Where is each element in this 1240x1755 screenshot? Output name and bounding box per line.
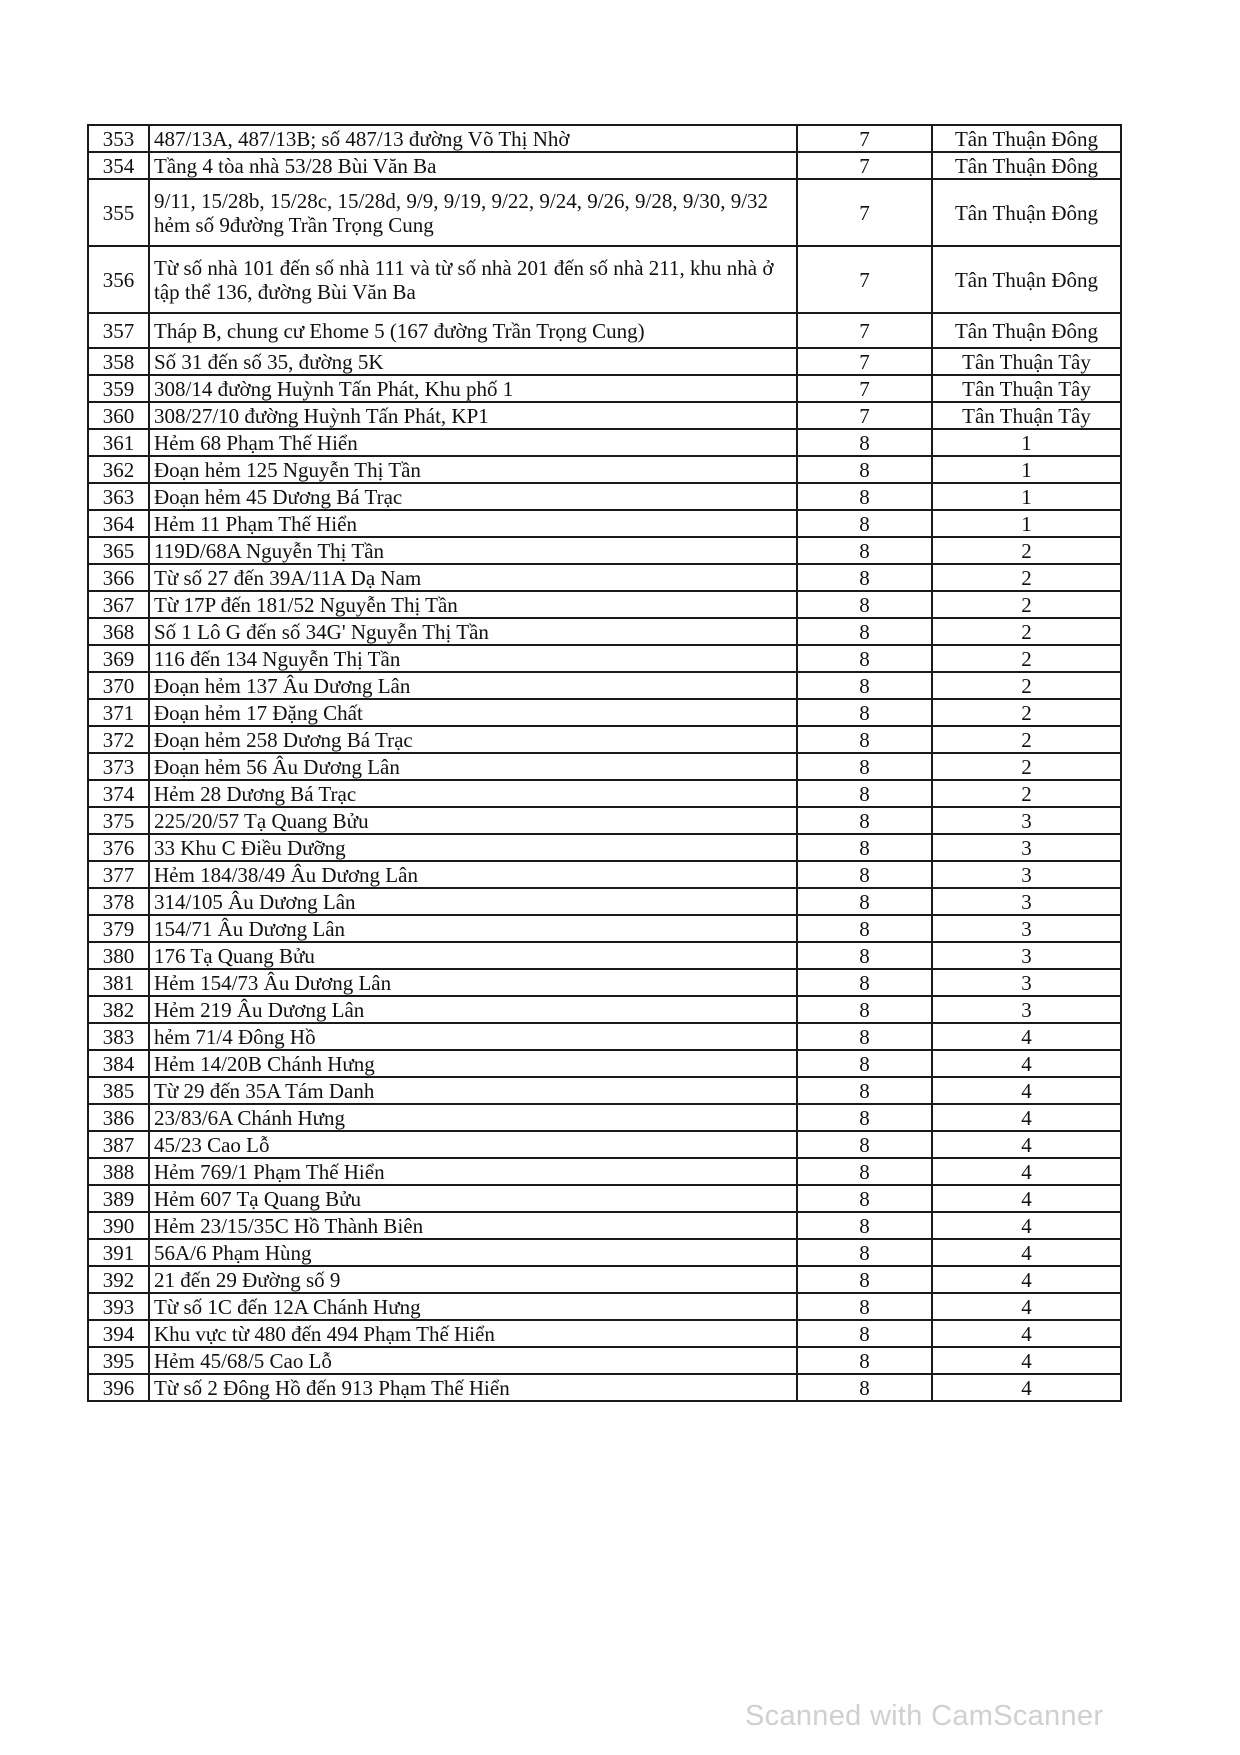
address-cell: 23/83/6A Chánh Hưng [149, 1104, 797, 1131]
district-cell: 8 [797, 888, 932, 915]
district-cell: 7 [797, 375, 932, 402]
row-number-cell: 387 [88, 1131, 149, 1158]
table-row [88, 942, 1121, 969]
district-cell: 8 [797, 1023, 932, 1050]
row-number-cell: 369 [88, 645, 149, 672]
row-number-cell: 394 [88, 1320, 149, 1347]
ward-cell: 4 [932, 1104, 1121, 1131]
table-row [88, 1374, 1121, 1401]
address-cell: Hẻm 219 Âu Dương Lân [149, 996, 797, 1023]
ward-cell: Tân Thuận Đông [932, 246, 1121, 313]
district-cell: 8 [797, 645, 932, 672]
row-number-cell: 356 [88, 246, 149, 313]
district-cell: 8 [797, 537, 932, 564]
row-number-cell: 365 [88, 537, 149, 564]
row-number-cell: 393 [88, 1293, 149, 1320]
district-cell: 8 [797, 672, 932, 699]
address-cell: Từ 17P đến 181/52 Nguyễn Thị Tần [149, 591, 797, 618]
table-row [88, 313, 1121, 348]
table-row [88, 591, 1121, 618]
row-number-cell: 368 [88, 618, 149, 645]
ward-cell: 4 [932, 1212, 1121, 1239]
table-row [88, 753, 1121, 780]
row-number-cell: 391 [88, 1239, 149, 1266]
ward-cell: 4 [932, 1239, 1121, 1266]
ward-cell: 2 [932, 537, 1121, 564]
ward-cell: 2 [932, 618, 1121, 645]
address-cell: Hẻm 23/15/35C Hồ Thành Biên [149, 1212, 797, 1239]
district-cell: 8 [797, 942, 932, 969]
district-cell: 8 [797, 699, 932, 726]
address-cell: 45/23 Cao Lỗ [149, 1131, 797, 1158]
table-row [88, 1239, 1121, 1266]
district-cell: 8 [797, 1266, 932, 1293]
district-cell: 8 [797, 1347, 932, 1374]
ward-cell: 2 [932, 780, 1121, 807]
ward-cell: Tân Thuận Tây [932, 375, 1121, 402]
ward-cell: 2 [932, 699, 1121, 726]
row-number-cell: 375 [88, 807, 149, 834]
camscanner-watermark: Scanned with CamScanner [745, 1700, 1104, 1732]
row-number-cell: 385 [88, 1077, 149, 1104]
table-row [88, 1266, 1121, 1293]
district-cell: 8 [797, 1320, 932, 1347]
district-cell: 8 [797, 1374, 932, 1401]
table-row [88, 780, 1121, 807]
ward-cell: Tân Thuận Đông [932, 179, 1121, 246]
row-number-cell: 355 [88, 179, 149, 246]
table-row [88, 179, 1121, 246]
row-number-cell: 362 [88, 456, 149, 483]
table-row [88, 699, 1121, 726]
ward-cell: Tân Thuận Tây [932, 402, 1121, 429]
row-number-cell: 354 [88, 152, 149, 179]
table-row [88, 1023, 1121, 1050]
table-row [88, 996, 1121, 1023]
table-row [88, 510, 1121, 537]
table-row [88, 1320, 1121, 1347]
ward-cell: 4 [932, 1266, 1121, 1293]
address-cell: Đoạn hẻm 56 Âu Dương Lân [149, 753, 797, 780]
address-cell: Từ số 27 đến 39A/11A Dạ Nam [149, 564, 797, 591]
district-cell: 8 [797, 861, 932, 888]
address-cell: 225/20/57 Tạ Quang Bửu [149, 807, 797, 834]
address-cell: 308/27/10 đường Huỳnh Tấn Phát, KP1 [149, 402, 797, 429]
row-number-cell: 384 [88, 1050, 149, 1077]
address-cell: 308/14 đường Huỳnh Tấn Phát, Khu phố 1 [149, 375, 797, 402]
ward-cell: 4 [932, 1374, 1121, 1401]
row-number-cell: 382 [88, 996, 149, 1023]
ward-cell: 3 [932, 942, 1121, 969]
row-number-cell: 373 [88, 753, 149, 780]
ward-cell: 3 [932, 861, 1121, 888]
address-cell: Hẻm 184/38/49 Âu Dương Lân [149, 861, 797, 888]
district-cell: 8 [797, 807, 932, 834]
table-row [88, 125, 1121, 152]
district-cell: 8 [797, 753, 932, 780]
table-row [88, 375, 1121, 402]
ward-cell: 4 [932, 1050, 1121, 1077]
ward-cell: 1 [932, 483, 1121, 510]
ward-cell: 2 [932, 645, 1121, 672]
row-number-cell: 374 [88, 780, 149, 807]
address-cell: Hẻm 11 Phạm Thế Hiển [149, 510, 797, 537]
address-cell: Tầng 4 tòa nhà 53/28 Bùi Văn Ba [149, 152, 797, 179]
address-cell: 119D/68A Nguyễn Thị Tần [149, 537, 797, 564]
district-cell: 8 [797, 996, 932, 1023]
address-cell: Từ số 1C đến 12A Chánh Hưng [149, 1293, 797, 1320]
address-cell: 21 đến 29 Đường số 9 [149, 1266, 797, 1293]
district-cell: 8 [797, 1050, 932, 1077]
ward-cell: Tân Thuận Tây [932, 348, 1121, 375]
ward-cell: 3 [932, 915, 1121, 942]
address-cell: Đoạn hẻm 45 Dương Bá Trạc [149, 483, 797, 510]
address-cell: Số 1 Lô G đến số 34G' Nguyễn Thị Tần [149, 618, 797, 645]
table-row [88, 645, 1121, 672]
table-row [88, 1293, 1121, 1320]
address-cell: 56A/6 Phạm Hùng [149, 1239, 797, 1266]
district-cell: 8 [797, 969, 932, 996]
address-cell: Hẻm 14/20B Chánh Hưng [149, 1050, 797, 1077]
table-row [88, 969, 1121, 996]
address-cell: 116 đến 134 Nguyễn Thị Tần [149, 645, 797, 672]
district-cell: 8 [797, 726, 932, 753]
address-cell: Đoạn hẻm 125 Nguyễn Thị Tần [149, 456, 797, 483]
row-number-cell: 395 [88, 1347, 149, 1374]
district-cell: 8 [797, 483, 932, 510]
row-number-cell: 379 [88, 915, 149, 942]
address-cell: 487/13A, 487/13B; số 487/13 đường Võ Thị Nhờ [149, 125, 797, 152]
address-table [87, 124, 1122, 1402]
district-cell: 8 [797, 429, 932, 456]
address-cell: 33 Khu C Điều Dưỡng [149, 834, 797, 861]
row-number-cell: 363 [88, 483, 149, 510]
ward-cell: 3 [932, 807, 1121, 834]
address-cell: Số 31 đến số 35, đường 5K [149, 348, 797, 375]
district-cell: 8 [797, 564, 932, 591]
address-cell: Hẻm 154/73 Âu Dương Lân [149, 969, 797, 996]
district-cell: 8 [797, 1104, 932, 1131]
address-cell: Từ số nhà 101 đến số nhà 111 và từ số nhà 201 đến số nhà 211, khu nhà ở tập thể 136, đường Bùi Văn Ba [149, 246, 797, 313]
table-row [88, 564, 1121, 591]
table-row [88, 537, 1121, 564]
address-cell: Đoạn hẻm 258 Dương Bá Trạc [149, 726, 797, 753]
address-cell: Hẻm 769/1 Phạm Thế Hiển [149, 1158, 797, 1185]
ward-cell: 2 [932, 591, 1121, 618]
ward-cell: 4 [932, 1023, 1121, 1050]
ward-cell: 2 [932, 753, 1121, 780]
row-number-cell: 364 [88, 510, 149, 537]
district-cell: 7 [797, 179, 932, 246]
row-number-cell: 377 [88, 861, 149, 888]
address-cell: Khu vực từ 480 đến 494 Phạm Thế Hiển [149, 1320, 797, 1347]
table-row [88, 1347, 1121, 1374]
district-cell: 8 [797, 834, 932, 861]
ward-cell: 4 [932, 1347, 1121, 1374]
address-table-body [88, 125, 1121, 1401]
ward-cell: 3 [932, 834, 1121, 861]
ward-cell: 4 [932, 1158, 1121, 1185]
table-row [88, 618, 1121, 645]
address-cell: Hẻm 45/68/5 Cao Lỗ [149, 1347, 797, 1374]
table-row [88, 429, 1121, 456]
ward-cell: 1 [932, 429, 1121, 456]
row-number-cell: 371 [88, 699, 149, 726]
table-row [88, 246, 1121, 313]
table-row [88, 1185, 1121, 1212]
ward-cell: 2 [932, 672, 1121, 699]
ward-cell: 4 [932, 1077, 1121, 1104]
district-cell: 8 [797, 915, 932, 942]
ward-cell: Tân Thuận Đông [932, 313, 1121, 348]
district-cell: 8 [797, 1212, 932, 1239]
ward-cell: Tân Thuận Đông [932, 152, 1121, 179]
district-cell: 7 [797, 348, 932, 375]
district-cell: 8 [797, 456, 932, 483]
table-row [88, 1077, 1121, 1104]
table-row [88, 915, 1121, 942]
address-cell: Từ số 2 Đông Hồ đến 913 Phạm Thế Hiển [149, 1374, 797, 1401]
table-row [88, 1104, 1121, 1131]
address-cell: hẻm 71/4 Đông Hồ [149, 1023, 797, 1050]
row-number-cell: 366 [88, 564, 149, 591]
address-cell: 314/105 Âu Dương Lân [149, 888, 797, 915]
row-number-cell: 380 [88, 942, 149, 969]
address-cell: 9/11, 15/28b, 15/28c, 15/28d, 9/9, 9/19, 9/22, 9/24, 9/26, 9/28, 9/30, 9/32 hẻm số 9đường Trần Trọng Cung [149, 179, 797, 246]
address-cell: Từ 29 đến 35A Tám Danh [149, 1077, 797, 1104]
row-number-cell: 388 [88, 1158, 149, 1185]
row-number-cell: 378 [88, 888, 149, 915]
district-cell: 7 [797, 125, 932, 152]
address-cell: Hẻm 28 Dương Bá Trạc [149, 780, 797, 807]
ward-cell: 1 [932, 510, 1121, 537]
ward-cell: 4 [932, 1320, 1121, 1347]
ward-cell: 4 [932, 1185, 1121, 1212]
table-row [88, 483, 1121, 510]
district-cell: 8 [797, 1077, 932, 1104]
row-number-cell: 359 [88, 375, 149, 402]
table-row [88, 1131, 1121, 1158]
table-row [88, 348, 1121, 375]
district-cell: 7 [797, 246, 932, 313]
district-cell: 8 [797, 591, 932, 618]
address-cell: Đoạn hẻm 17 Đặng Chất [149, 699, 797, 726]
row-number-cell: 358 [88, 348, 149, 375]
address-cell: Hẻm 68 Phạm Thế Hiển [149, 429, 797, 456]
row-number-cell: 357 [88, 313, 149, 348]
table-row [88, 888, 1121, 915]
table-row [88, 1050, 1121, 1077]
ward-cell: 4 [932, 1293, 1121, 1320]
ward-cell: 2 [932, 564, 1121, 591]
row-number-cell: 392 [88, 1266, 149, 1293]
district-cell: 8 [797, 1293, 932, 1320]
district-cell: 8 [797, 618, 932, 645]
district-cell: 7 [797, 313, 932, 348]
table-row [88, 456, 1121, 483]
table-row [88, 1158, 1121, 1185]
row-number-cell: 367 [88, 591, 149, 618]
row-number-cell: 396 [88, 1374, 149, 1401]
row-number-cell: 389 [88, 1185, 149, 1212]
row-number-cell: 353 [88, 125, 149, 152]
district-cell: 7 [797, 152, 932, 179]
district-cell: 8 [797, 1158, 932, 1185]
ward-cell: 3 [932, 996, 1121, 1023]
table-row [88, 152, 1121, 179]
row-number-cell: 390 [88, 1212, 149, 1239]
row-number-cell: 381 [88, 969, 149, 996]
table-row [88, 402, 1121, 429]
ward-cell: 3 [932, 888, 1121, 915]
ward-cell: 2 [932, 726, 1121, 753]
row-number-cell: 376 [88, 834, 149, 861]
table-row [88, 807, 1121, 834]
ward-cell: 3 [932, 969, 1121, 996]
row-number-cell: 386 [88, 1104, 149, 1131]
district-cell: 8 [797, 1239, 932, 1266]
address-cell: Hẻm 607 Tạ Quang Bửu [149, 1185, 797, 1212]
table-row [88, 861, 1121, 888]
row-number-cell: 383 [88, 1023, 149, 1050]
district-cell: 8 [797, 510, 932, 537]
address-cell: Tháp B, chung cư Ehome 5 (167 đường Trần Trọng Cung) [149, 313, 797, 348]
table-row [88, 1212, 1121, 1239]
ward-cell: Tân Thuận Đông [932, 125, 1121, 152]
district-cell: 8 [797, 780, 932, 807]
table-row [88, 834, 1121, 861]
row-number-cell: 372 [88, 726, 149, 753]
address-cell: Đoạn hẻm 137 Âu Dương Lân [149, 672, 797, 699]
address-cell: 154/71 Âu Dương Lân [149, 915, 797, 942]
row-number-cell: 361 [88, 429, 149, 456]
district-cell: 8 [797, 1131, 932, 1158]
table-row [88, 726, 1121, 753]
table-row [88, 672, 1121, 699]
district-cell: 8 [797, 1185, 932, 1212]
district-cell: 7 [797, 402, 932, 429]
ward-cell: 1 [932, 456, 1121, 483]
address-cell: 176 Tạ Quang Bửu [149, 942, 797, 969]
row-number-cell: 360 [88, 402, 149, 429]
ward-cell: 4 [932, 1131, 1121, 1158]
row-number-cell: 370 [88, 672, 149, 699]
